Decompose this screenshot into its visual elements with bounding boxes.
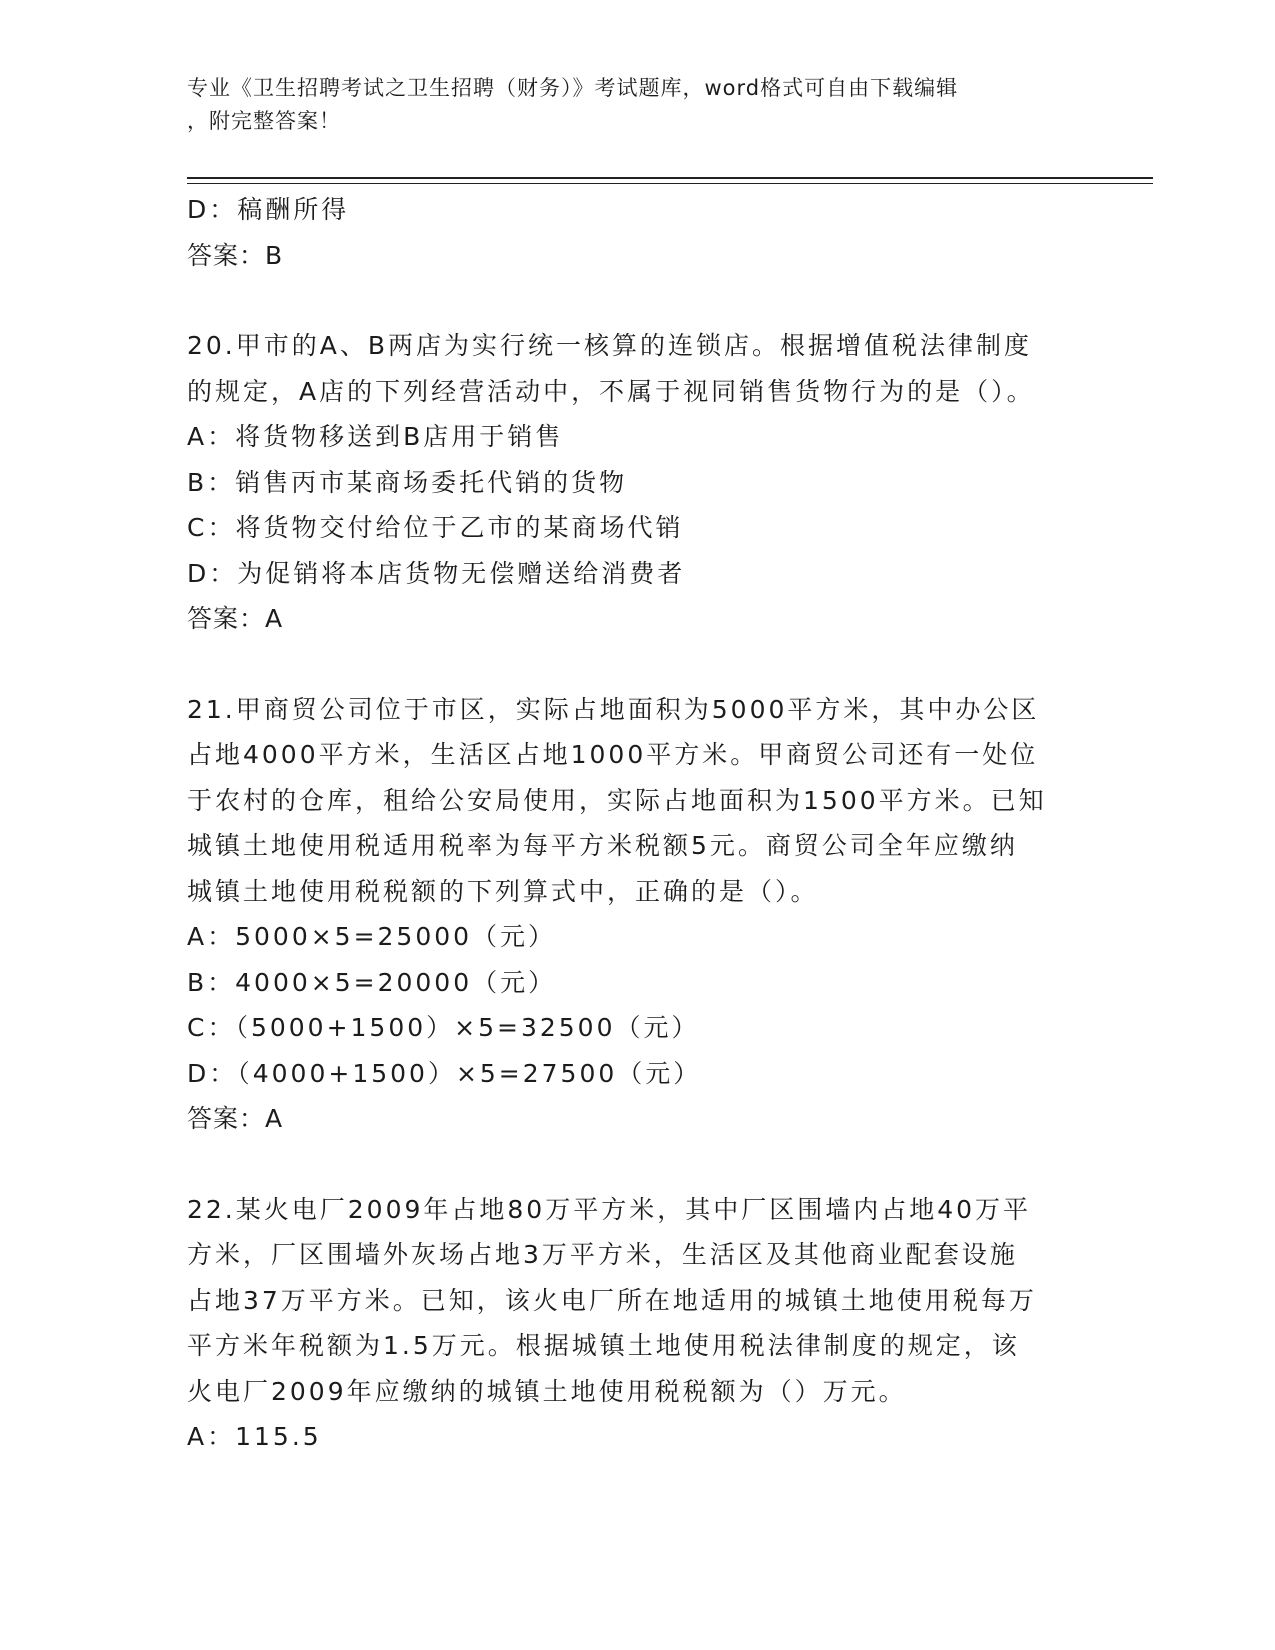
option-c: C：将货物交付给位于乙市的某商场代销 bbox=[187, 513, 684, 542]
option-b: B：4000×5=20000（元） bbox=[187, 967, 557, 997]
question-20 bbox=[187, 323, 1077, 642]
stem-line: 21.甲商贸公司位于市区，实际占地面积为5000平方米，其中办公区 bbox=[187, 694, 1040, 724]
question-stem bbox=[187, 323, 1077, 414]
question-content bbox=[187, 187, 1077, 1460]
stem-line: 城镇土地使用税税额的下列算式中，正确的是（）。 bbox=[187, 876, 819, 906]
stem-line: 22.某火电厂2009年占地80万平方米，其中厂区围墙内占地40万平 bbox=[187, 1194, 1032, 1224]
prev-option-d: D：稿酬所得 bbox=[187, 195, 350, 224]
option-d: D：（4000+1500）×5=27500（元） bbox=[187, 1058, 702, 1088]
option-c: C：（5000+1500）×5=32500（元） bbox=[187, 1013, 700, 1042]
option-a: A：5000×5=25000（元） bbox=[187, 922, 557, 951]
stem-line: 于农村的仓库，租给公安局使用，实际占地面积为1500平方米。已知 bbox=[187, 785, 1047, 815]
question-gap bbox=[187, 1142, 1077, 1187]
stem-line: 占地4000平方米，生活区占地1000平方米。甲商贸公司还有一处位 bbox=[187, 740, 1039, 769]
option-a: A：将货物移送到B店用于销售 bbox=[187, 422, 564, 451]
header-title-line-2: ，附完整答案！ bbox=[187, 109, 341, 133]
question-22 bbox=[187, 1187, 1077, 1460]
answer: 答案：A bbox=[187, 1104, 284, 1133]
question-stem bbox=[187, 1187, 1077, 1415]
header-rule-thin bbox=[187, 183, 1153, 184]
header-title-line-1: 专业《卫生招聘考试之卫生招聘（财务）》考试题库，word格式可自由下载编辑 bbox=[187, 76, 959, 100]
stem-line: 火电厂2009年应缴纳的城镇土地使用税税额为（）万元。 bbox=[187, 1376, 907, 1406]
option-a: A：115.5 bbox=[187, 1422, 322, 1451]
question-21 bbox=[187, 687, 1077, 1142]
document-header bbox=[187, 72, 1067, 138]
stem-line: 的规定，A店的下列经营活动中，不属于视同销售货物行为的是（）。 bbox=[187, 376, 1035, 406]
option-d: D：为促销将本店货物无偿赠送给消费者 bbox=[187, 558, 686, 588]
prev-answer: 答案：B bbox=[187, 240, 284, 270]
question-gap bbox=[187, 642, 1077, 687]
answer: 答案：A bbox=[187, 604, 284, 633]
option-b: B：销售丙市某商场委托代销的货物 bbox=[187, 467, 628, 497]
question-gap bbox=[187, 278, 1077, 323]
stem-line: 平方米年税额为1.5万元。根据城镇土地使用税法律制度的规定，该 bbox=[187, 1331, 1020, 1360]
stem-line: 城镇土地使用税适用税率为每平方米税额5元。商贸公司全年应缴纳 bbox=[187, 831, 1018, 860]
stem-line: 方米，厂区围墙外灰场占地3万平方米，生活区及其他商业配套设施 bbox=[187, 1240, 1018, 1269]
header-rule-thick bbox=[187, 177, 1153, 179]
stem-line: 20.甲市的A、B两店为实行统一核算的连锁店。根据增值税法律制度 bbox=[187, 331, 1033, 360]
question-stem bbox=[187, 687, 1077, 915]
stem-line: 占地37万平方米。已知，该火电厂所在地适用的城镇土地使用税每万 bbox=[187, 1285, 1037, 1315]
